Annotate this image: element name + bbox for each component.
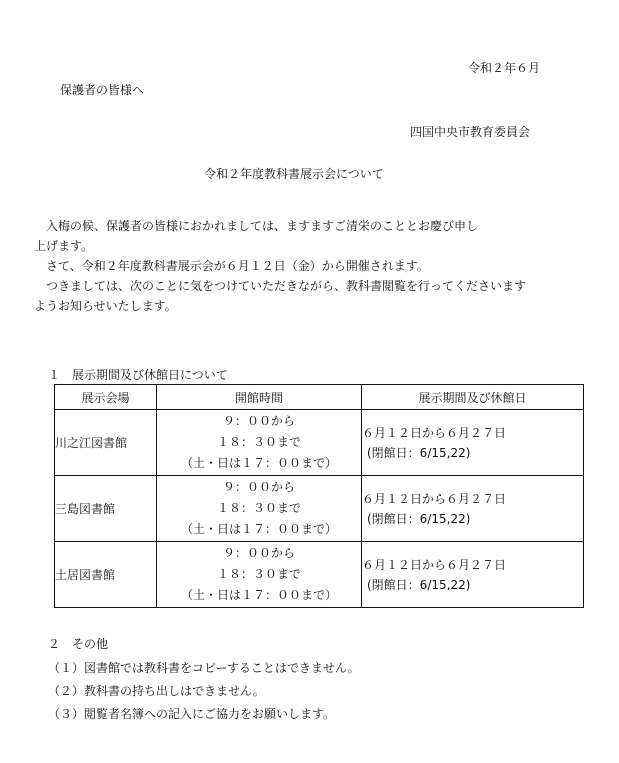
document-date: 令和２年６月 <box>468 61 541 75</box>
section-1-heading: １ 展示期間及び休館日について <box>48 368 228 382</box>
period-cell <box>362 476 584 542</box>
venue-cell: 土居図書館 <box>55 542 157 608</box>
addressee: 保護者の皆様へ <box>60 83 145 97</box>
hours-close: １８：３０まで <box>216 501 301 515</box>
body-line: ようお知らせいたします。 <box>34 299 177 313</box>
hours-weekend: （土・日は１７：００まで） <box>180 588 337 602</box>
exhibition-period: ６月１２日から６月２７日 <box>362 491 507 506</box>
notice-item: （３）閲覧者名簿への記入にご協力をお願いします。 <box>48 707 336 721</box>
body-line: 入梅の候、保護者の皆様におかれましては、ますますご清栄のこととお慶び申し <box>46 219 479 233</box>
body-line: 上げます。 <box>34 239 94 253</box>
hours-open: ９：００から <box>222 546 295 560</box>
hours-cell <box>157 542 362 608</box>
hours-open: ９：００から <box>222 414 295 428</box>
document-title: 令和２年度教科書展示会について <box>204 167 384 181</box>
exhibition-period: ６月１２日から６月２７日 <box>362 425 507 440</box>
notice-item: （１）図書館では教科書をコピーすることはできません。 <box>48 661 360 675</box>
table-row <box>55 476 584 542</box>
hours-cell <box>157 410 362 476</box>
hours-close: １８：３０まで <box>216 435 301 449</box>
exhibition-period: ６月１２日から６月２７日 <box>362 557 507 572</box>
closed-days: (閉館日：6/15,22) <box>367 445 471 460</box>
hours-cell <box>157 476 362 542</box>
hours-weekend: （土・日は１７：００まで） <box>180 456 337 470</box>
sender: 四国中央市教育委員会 <box>410 125 531 139</box>
table-row <box>55 410 584 476</box>
period-cell <box>362 410 584 476</box>
period-cell <box>362 542 584 608</box>
table-header-row <box>55 385 584 410</box>
column-header-venue: 展示会場 <box>55 385 157 410</box>
hours-close: １８：３０まで <box>216 567 301 581</box>
table-row <box>55 542 584 608</box>
closed-days: (閉館日：6/15,22) <box>367 511 471 526</box>
body-line: さて、令和２年度教科書展示会が６月１２日（金）から開催されます。 <box>46 259 429 273</box>
schedule-table <box>54 384 584 608</box>
notice-item: （２）教科書の持ち出しはできません。 <box>48 684 265 698</box>
closed-days: (閉館日：6/15,22) <box>367 577 471 592</box>
venue-cell: 三島図書館 <box>55 476 157 542</box>
hours-weekend: （土・日は１７：００まで） <box>180 522 337 536</box>
column-header-hours: 開館時間 <box>157 385 362 410</box>
section-2-heading: ２ その他 <box>48 637 109 651</box>
column-header-period: 展示期間及び休館日 <box>362 385 584 410</box>
hours-open: ９：００から <box>222 480 295 494</box>
body-line: つきましては、次のことに気をつけていただきながら、教科書閲覧を行ってくださいます <box>46 279 527 293</box>
body-text <box>34 216 594 316</box>
venue-cell: 川之江図書館 <box>55 410 157 476</box>
